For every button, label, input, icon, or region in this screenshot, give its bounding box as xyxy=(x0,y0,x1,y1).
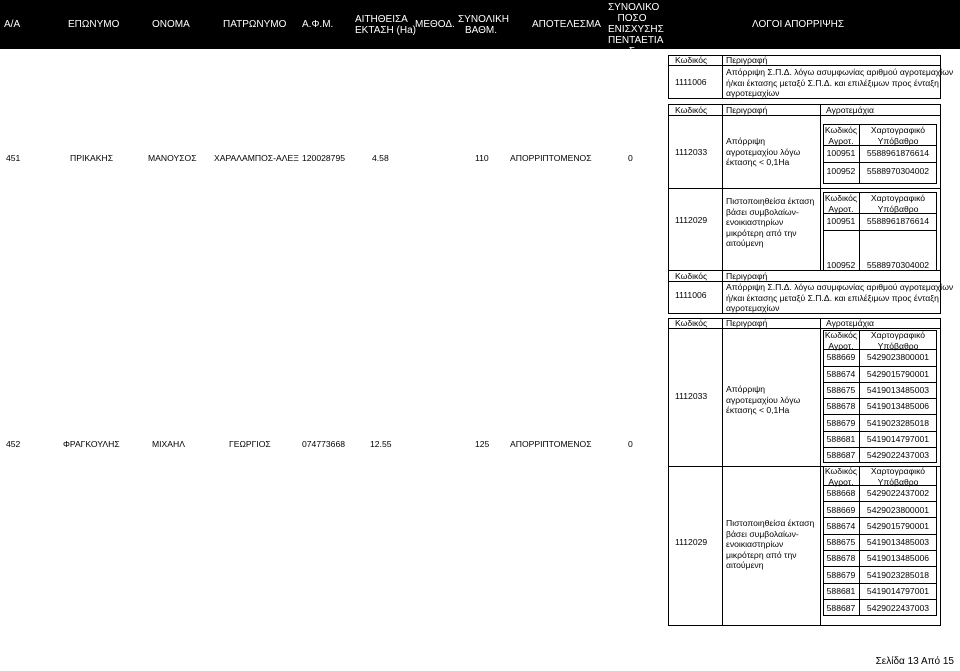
parcel-map: 5419013485006 xyxy=(866,553,930,563)
reason-desc: Πιστοποιηθείσα έκταση βάσει συμβολαίων- ενοικιαστηρίων μικρότερη από την αιτούμενη xyxy=(726,518,815,570)
reason-desc-header: Περιγραφή xyxy=(726,55,768,65)
rec-afm: 120028795 xyxy=(302,153,346,163)
rec-onoma: ΜΑΝΟΥΣΟΣ xyxy=(148,153,197,163)
reason-desc: Απόρριψη αγροτεμαχίου λόγω έκτασης < 0,1Ha xyxy=(726,136,801,167)
rec-ektasi: 12.55 xyxy=(370,439,392,449)
parcel-code: 588668 xyxy=(826,488,856,498)
rec-eponymo: ΦΡΑΓΚΟΥΛΗΣ xyxy=(63,439,120,449)
parcel-map: 5419023285018 xyxy=(866,570,930,580)
col-aa: Α/Α xyxy=(4,19,21,30)
parcel-code: 588669 xyxy=(826,505,856,515)
reason-code: 1111006 xyxy=(675,290,707,300)
col-eponymo: ΕΠΩΝΥΜΟ xyxy=(68,19,120,30)
col-methodos: ΜΕΘΟΔ. xyxy=(415,19,455,30)
table-header xyxy=(0,0,960,57)
parcel-code: 588679 xyxy=(826,418,856,428)
parcel-map: 5588970304002 xyxy=(866,166,930,176)
parcel-code: 588674 xyxy=(826,369,856,379)
parcel-code: 100952 xyxy=(826,166,856,176)
reason-code: 1112033 xyxy=(675,391,708,401)
parcel-code-header: Κωδικός Αγροτ. xyxy=(824,466,858,487)
parcel-map: 5429015790001 xyxy=(866,521,930,531)
parcel-map: 5588961876614 xyxy=(866,148,930,158)
reason-desc: Πιστοποιηθείσα έκταση βάσει συμβολαίων- ενοικιαστηρίων μικρότερη από την αιτούμενη xyxy=(726,196,815,248)
parcel-map-header: Χαρτογραφικό Υπόβαθρο xyxy=(870,466,926,487)
rec-onoma: ΜΙΧΑΗΛ xyxy=(152,439,185,449)
parcel-map: 5419014797001 xyxy=(866,434,930,444)
parcel-map: 5429022437002 xyxy=(866,488,930,498)
reason-code-header: Κωδικός xyxy=(675,105,708,115)
col-patronymo: ΠΑΤΡΩΝΥΜΟ xyxy=(223,19,287,30)
parcel-map: 5429022437003 xyxy=(866,450,930,460)
reason-code: 1112033 xyxy=(675,147,708,157)
rec-ektasi: 4.58 xyxy=(372,153,389,163)
parcel-code: 588681 xyxy=(826,586,856,596)
parcel-code: 588678 xyxy=(826,553,856,563)
reason-code-header: Κωδικός xyxy=(675,271,708,281)
reason-desc: Απόρριψη Σ.Π.Δ. λόγω ασυμφωνίας αριθμού αγροτεμαχίων ή/και έκτασης μεταξύ Σ.Π.Δ. και επιλέξιμων προς ένταξη αγροτεμαχίων xyxy=(726,282,954,313)
parcel-code: 588674 xyxy=(826,521,856,531)
parcel-map: 5429015790001 xyxy=(866,369,930,379)
parcel-map: 5419013485006 xyxy=(866,401,930,411)
col-afm: Α.Φ.Μ. xyxy=(302,19,334,30)
reason-code: 1112029 xyxy=(675,215,708,225)
rec-afm: 074773668 xyxy=(302,439,346,449)
parcel-code: 588687 xyxy=(826,450,856,460)
parcel-map: 5429023800001 xyxy=(866,505,930,515)
parcels-header: Αγροτεμάχια xyxy=(826,318,874,328)
reason-code-header: Κωδικός xyxy=(675,318,708,328)
reason-code: 1112029 xyxy=(675,537,708,547)
rec-vathm: 125 xyxy=(475,439,490,449)
parcels-header: Αγροτεμάχια xyxy=(826,105,874,115)
rec-poso: 0 xyxy=(628,153,633,163)
parcel-code: 588675 xyxy=(826,537,856,547)
rec-patronymo: ΧΑΡΑΛΑΜΠΟΣ-ΑΛΕΞ xyxy=(214,153,299,163)
rec-aa: 452 xyxy=(6,439,21,449)
rec-apotelesma: ΑΠΟΡΡΙΠΤΟΜΕΝΟΣ xyxy=(510,439,592,449)
parcel-map: 5429022437003 xyxy=(866,603,930,613)
parcel-code: 588678 xyxy=(826,401,856,411)
col-apotelesma: ΑΠΟΤΕΛΕΣΜΑ xyxy=(532,19,601,30)
parcel-map: 5419013485003 xyxy=(866,537,930,547)
reason-desc-header: Περιγραφή xyxy=(726,105,768,115)
rec-apotelesma: ΑΠΟΡΡΙΠΤΟΜΕΝΟΣ xyxy=(510,153,592,163)
parcel-map: 5588970304002 xyxy=(866,260,930,270)
rec-poso: 0 xyxy=(628,439,633,449)
parcel-code-header: Κωδικός Αγροτ. xyxy=(824,125,858,146)
reason-desc: Απόρριψη αγροτεμαχίου λόγω έκτασης < 0,1Ha xyxy=(726,384,801,415)
reason-code: 1111006 xyxy=(675,77,707,87)
parcel-map: 5429023800001 xyxy=(866,352,930,362)
rec-patronymo: ΓΕΩΡΓΙΟΣ xyxy=(229,439,271,449)
page-number: Σελίδα 13 Από 15 xyxy=(875,656,954,667)
parcel-code: 100951 xyxy=(826,216,856,226)
col-vathm: ΣΥΝΟΛΙΚΗ ΒΑΘΜ. xyxy=(458,14,510,36)
rec-aa: 451 xyxy=(6,153,21,163)
col-poso: ΣΥΝΟΛΙΚΟ ΠΟΣΟ ΕΝΙΣΧΥΣΗΣ ΠΕΝΤΑΕΤΙΑ Σ xyxy=(608,2,664,57)
rec-eponymo: ΠΡΙΚΑΚΗΣ xyxy=(70,153,114,163)
col-onoma: ΟΝΟΜΑ xyxy=(152,19,190,30)
parcel-code: 588675 xyxy=(826,385,856,395)
parcel-map-header: Χαρτογραφικό Υπόβαθρο xyxy=(870,125,926,146)
reason-desc-header: Περιγραφή xyxy=(726,271,768,281)
parcel-map-header: Χαρτογραφικό Υπόβαθρο xyxy=(870,330,926,351)
parcel-code: 100952 xyxy=(826,260,856,270)
parcel-map: 5419014797001 xyxy=(866,586,930,596)
parcel-map-header: Χαρτογραφικό Υπόβαθρο xyxy=(870,193,926,214)
parcel-code: 100951 xyxy=(826,148,856,158)
parcel-map: 5419023285018 xyxy=(866,418,930,428)
col-logoi: ΛΟΓΟΙ ΑΠΟΡΡΙΨΗΣ xyxy=(752,19,845,30)
parcel-map: 5588961876614 xyxy=(866,216,930,226)
parcel-code: 588687 xyxy=(826,603,856,613)
reason-desc: Απόρριψη Σ.Π.Δ. λόγω ασυμφωνίας αριθμού αγροτεμαχίων ή/και έκτασης μεταξύ Σ.Π.Δ. και επιλέξιμων προς ένταξη αγροτεμαχίων xyxy=(726,67,954,98)
col-aitheisa: ΑΙΤΗΘΕΙΣΑ ΕΚΤΑΣΗ (Ha) xyxy=(355,14,417,36)
rec-vathm: 110 xyxy=(475,153,489,163)
parcel-code: 588679 xyxy=(826,570,856,580)
parcel-code: 588669 xyxy=(826,352,856,362)
reason-code-header: Κωδικός xyxy=(675,55,708,65)
parcel-code-header: Κωδικός Αγροτ. xyxy=(824,193,858,214)
parcel-map: 5419013485003 xyxy=(866,385,930,395)
parcel-code-header: Κωδικός Αγροτ. xyxy=(824,330,858,351)
parcel-code: 588681 xyxy=(826,434,856,444)
reason-desc-header: Περιγραφή xyxy=(726,318,768,328)
